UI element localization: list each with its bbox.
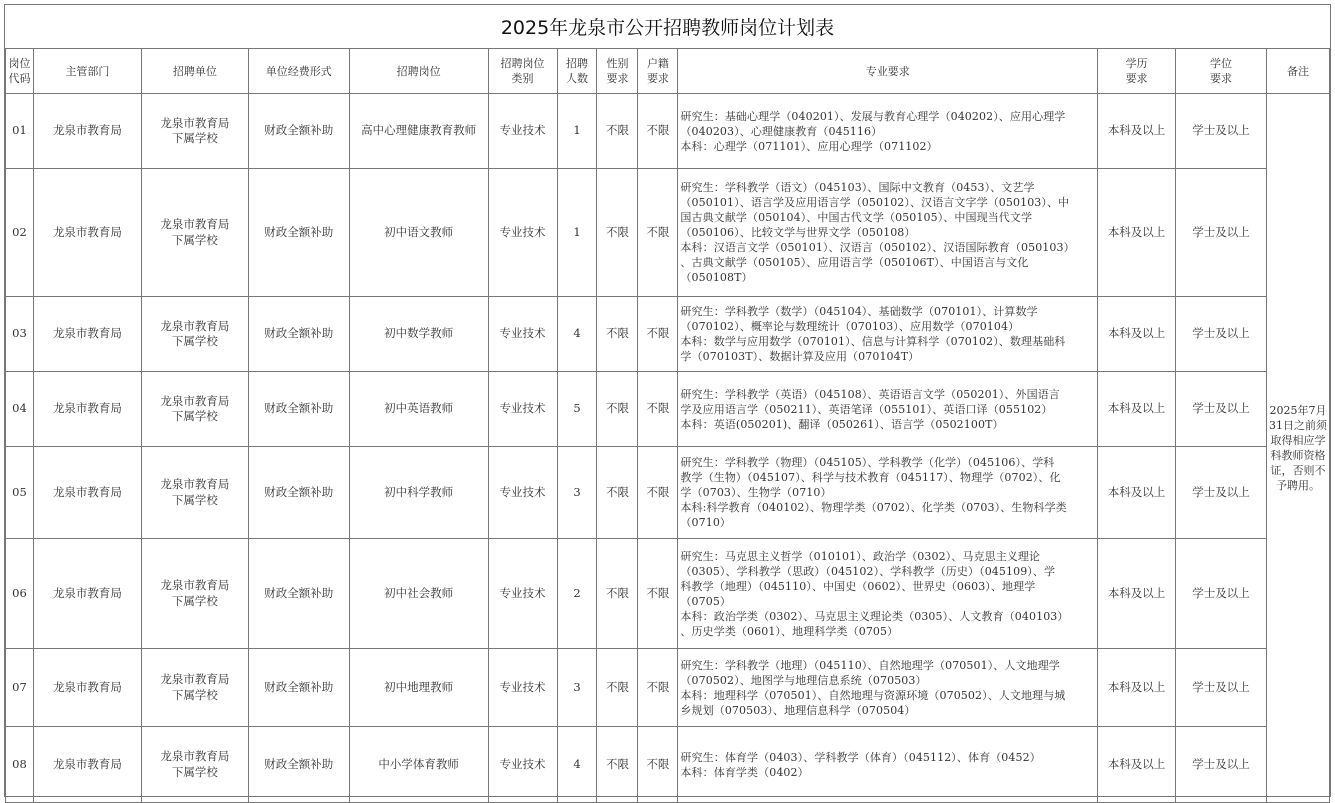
gender-requirement: 不限 <box>597 447 638 539</box>
major-requirement-line: 学（0703）、生物学（0710） <box>680 486 832 499</box>
department: 龙泉市教育局 <box>33 94 141 169</box>
major-requirement-line: （0710） <box>680 516 732 529</box>
hiring-unit-line: 龙泉市教育局 <box>160 477 230 491</box>
remarks-note-line: 科教师资格 <box>1270 449 1326 462</box>
hiring-unit <box>141 447 248 539</box>
remarks-note-line: 证，否则不 <box>1270 464 1326 477</box>
document-title: 2025年龙泉市公开招聘教师岗位计划表 <box>5 5 1330 49</box>
funding-type: 财政全额补助 <box>248 727 349 803</box>
position-category: 专业技术 <box>488 297 557 372</box>
education-requirement: 本科及以上 <box>1098 372 1176 447</box>
hiring-unit-line: 龙泉市教育局 <box>160 749 230 763</box>
hiring-count: 5 <box>557 372 597 447</box>
position-category: 专业技术 <box>488 727 557 803</box>
hukou-requirement: 不限 <box>638 727 678 803</box>
gender-requirement: 不限 <box>597 727 638 803</box>
position-code: 05 <box>6 447 34 539</box>
funding-type: 财政全额补助 <box>248 94 349 169</box>
major-requirement-line: 本科：体育学类（0402） <box>680 765 809 779</box>
header-gender: 性别 要求 <box>597 49 638 94</box>
hukou-requirement: 不限 <box>638 297 678 372</box>
position-code: 04 <box>6 372 34 447</box>
major-requirement-line: （050108T） <box>680 271 753 284</box>
major-requirement-line: 、历史学类（0601）、地理科学类（0705） <box>680 624 899 638</box>
funding-type: 财政全额补助 <box>248 649 349 727</box>
major-requirement-line: 研究生：马克思主义哲学（010101）、政治学（0302）、马克思主义理论 <box>680 549 1041 563</box>
recruitment-table <box>5 48 1330 803</box>
major-requirement-line: 本科：数学与应用数学（070101）、信息与计算科学（070102）、数理基础科 <box>680 335 1066 348</box>
major-requirement-line: （070502）、地图学与地理信息系统（070503） <box>680 673 927 687</box>
position-name: 初中地理教师 <box>349 649 488 727</box>
hiring-unit-line: 龙泉市教育局 <box>160 217 230 231</box>
hiring-unit-line: 下属学校 <box>171 492 218 507</box>
hiring-unit <box>141 297 248 372</box>
position-category: 专业技术 <box>488 539 557 649</box>
hiring-unit-line: 下属学校 <box>171 232 218 247</box>
hukou-requirement: 不限 <box>638 539 678 649</box>
education-requirement: 本科及以上 <box>1098 447 1176 539</box>
hiring-count: 2 <box>557 539 597 649</box>
major-requirement-line: 学（070103T）、数据计算及应用（070104T） <box>680 350 920 363</box>
major-requirement <box>678 727 1098 803</box>
major-requirement-line: 本科:科学教育（040102）、物理学类（0702）、化学类（0703）、生物科学类 <box>680 501 1067 514</box>
major-requirement-line: 本科：政治学类（0302）、马克思主义理论类（0305）、人文教育（040103） <box>680 609 1069 623</box>
major-requirement-line: （040203）、心理健康教育（045116） <box>680 124 883 138</box>
degree-requirement: 学士及以上 <box>1176 727 1267 803</box>
position-name: 初中语文教师 <box>349 169 488 297</box>
major-requirement-line: 本科：心理学（071101）、应用心理学（071102） <box>680 139 938 153</box>
position-code: 08 <box>6 727 34 803</box>
recruitment-plan-sheet <box>4 4 1331 797</box>
major-requirement <box>678 297 1098 372</box>
table-row <box>6 539 1330 649</box>
major-requirement-line: 教学（生物）（045107）、科学与技术教育（045117）、物理学（0702）、化 <box>680 471 1061 484</box>
header-count: 招聘 人数 <box>557 49 597 94</box>
major-requirement-line: 研究生：基础心理学（040201）、发展与教育心理学（040202）、应用心理学 <box>680 109 1066 123</box>
major-requirement-line: （070102）、概率论与数理统计（070103）、应用数学（070104） <box>680 320 1020 333</box>
header-category: 招聘岗位 类别 <box>488 49 557 94</box>
hiring-count: 1 <box>557 94 597 169</box>
hiring-unit <box>141 539 248 649</box>
hiring-unit-line: 下属学校 <box>171 334 218 348</box>
major-requirement-line: （0305）、学科教学（思政）（045102）、学科教学（历史）（045109）、学 <box>680 564 1056 578</box>
hiring-unit <box>141 169 248 297</box>
hukou-requirement: 不限 <box>638 169 678 297</box>
degree-requirement: 学士及以上 <box>1176 94 1267 169</box>
major-requirement-line: 本科：汉语言文学（050101）、汉语言（050102）、汉语国际教育（050103） <box>680 241 1075 254</box>
table-row <box>6 649 1330 727</box>
hiring-unit-line: 龙泉市教育局 <box>160 115 230 130</box>
table-row <box>6 94 1330 169</box>
header-unit: 招聘单位 <box>141 49 248 94</box>
remarks-note-line: 取得相应学 <box>1270 434 1326 447</box>
major-requirement <box>678 94 1098 169</box>
header-hukou: 户籍 要求 <box>638 49 678 94</box>
position-code: 01 <box>6 94 34 169</box>
major-requirement-line: 研究生：学科教学（数学）（045104）、基础数学（070101）、计算数学 <box>680 305 1038 318</box>
remarks-note-line: 31日之前须 <box>1268 419 1327 432</box>
major-requirement-line: 研究生：学科教学（语文）（045103）、国际中文教育（0453）、文艺学 <box>680 181 1035 194</box>
major-requirement <box>678 447 1098 539</box>
hiring-unit <box>141 372 248 447</box>
table-row <box>6 297 1330 372</box>
gender-requirement: 不限 <box>597 539 638 649</box>
department: 龙泉市教育局 <box>33 649 141 727</box>
degree-requirement: 学士及以上 <box>1176 372 1267 447</box>
major-requirement-line: 、古典文献学（050105）、应用语言学（050106T）、中国语言与文化 <box>680 256 1029 269</box>
position-code: 07 <box>6 649 34 727</box>
hiring-unit-line: 下属学校 <box>171 593 218 608</box>
degree-requirement: 学士及以上 <box>1176 169 1267 297</box>
major-requirement <box>678 649 1098 727</box>
position-name: 高中心理健康教育教师 <box>349 94 488 169</box>
hiring-unit-line: 下属学校 <box>171 687 218 702</box>
major-requirement <box>678 169 1098 297</box>
major-requirement-line: 本科：地理科学（070501）、自然地理与资源环境（070502）、人文地理与城 <box>680 688 1066 702</box>
remarks-note <box>1266 94 1329 803</box>
department: 龙泉市教育局 <box>33 539 141 649</box>
major-requirement <box>678 539 1098 649</box>
header-major: 专业要求 <box>678 49 1098 94</box>
hiring-count: 1 <box>557 169 597 297</box>
position-category: 专业技术 <box>488 447 557 539</box>
department: 龙泉市教育局 <box>33 447 141 539</box>
major-requirement-line: 学及应用语言学（050211）、英语笔译（055101）、英语口译（055102） <box>680 402 1053 416</box>
education-requirement: 本科及以上 <box>1098 649 1176 727</box>
funding-type: 财政全额补助 <box>248 539 349 649</box>
hiring-unit <box>141 727 248 803</box>
header-code: 岗位 代码 <box>6 49 34 94</box>
header-position: 招聘岗位 <box>349 49 488 94</box>
table-row <box>6 447 1330 539</box>
department: 龙泉市教育局 <box>33 169 141 297</box>
education-requirement: 本科及以上 <box>1098 539 1176 649</box>
remarks-note-line: 2025年7月 <box>1269 404 1327 417</box>
hukou-requirement: 不限 <box>638 447 678 539</box>
hukou-requirement: 不限 <box>638 94 678 169</box>
gender-requirement: 不限 <box>597 169 638 297</box>
position-code: 06 <box>6 539 34 649</box>
hiring-count: 4 <box>557 297 597 372</box>
major-requirement-line: （050101）、语言学及应用语言学（050102）、汉语言文字学（050103）、中 <box>680 196 1070 209</box>
hiring-unit-line: 龙泉市教育局 <box>160 578 230 592</box>
hukou-requirement: 不限 <box>638 372 678 447</box>
hiring-unit-line: 下属学校 <box>171 131 218 145</box>
position-category: 专业技术 <box>488 372 557 447</box>
department: 龙泉市教育局 <box>33 297 141 372</box>
major-requirement-line: 本科：英语(050201)、翻译（050261）、语言学（0502100T） <box>680 417 1004 431</box>
major-requirement-line: 研究生：学科教学（地理）（045110）、自然地理学（070501）、人文地理学 <box>680 658 1060 672</box>
hiring-unit <box>141 649 248 727</box>
major-requirement-line: （0705） <box>680 594 732 608</box>
hiring-unit-line: 龙泉市教育局 <box>160 672 230 686</box>
position-code: 03 <box>6 297 34 372</box>
hiring-count: 3 <box>557 447 597 539</box>
gender-requirement: 不限 <box>597 94 638 169</box>
hiring-count: 3 <box>557 649 597 727</box>
education-requirement: 本科及以上 <box>1098 169 1176 297</box>
degree-requirement: 学士及以上 <box>1176 649 1267 727</box>
department: 龙泉市教育局 <box>33 727 141 803</box>
hiring-unit-line: 下属学校 <box>171 764 218 779</box>
major-requirement-line: （050106）、比较文学与世界文学（050108） <box>680 226 916 239</box>
degree-requirement: 学士及以上 <box>1176 297 1267 372</box>
education-requirement: 本科及以上 <box>1098 727 1176 803</box>
hukou-requirement: 不限 <box>638 649 678 727</box>
hiring-unit-line: 下属学校 <box>171 409 218 423</box>
hiring-unit <box>141 94 248 169</box>
hiring-count: 4 <box>557 727 597 803</box>
major-requirement-line: 研究生：学科教学（物理）（045105）、学科教学（化学）（045106）、学科 <box>680 456 1055 469</box>
degree-requirement: 学士及以上 <box>1176 539 1267 649</box>
header-row <box>6 49 1330 94</box>
header-degree: 学位 要求 <box>1176 49 1267 94</box>
funding-type: 财政全额补助 <box>248 447 349 539</box>
remarks-note-line: 予聘用。 <box>1275 479 1320 492</box>
funding-type: 财政全额补助 <box>248 169 349 297</box>
major-requirement-line: 研究生：学科教学（英语）（045108）、英语语言文学（050201）、外国语言 <box>680 387 1060 401</box>
position-name: 初中数学教师 <box>349 297 488 372</box>
major-requirement-line: 科教学（地理）（045110）、中国史（0602）、世界史（0603）、地理学 <box>680 579 1036 593</box>
education-requirement: 本科及以上 <box>1098 94 1176 169</box>
position-code: 02 <box>6 169 34 297</box>
table-row <box>6 169 1330 297</box>
position-name: 初中英语教师 <box>349 372 488 447</box>
education-requirement: 本科及以上 <box>1098 297 1176 372</box>
hiring-unit-line: 龙泉市教育局 <box>160 318 230 333</box>
position-category: 专业技术 <box>488 94 557 169</box>
position-name: 中小学体育教师 <box>349 727 488 803</box>
funding-type: 财政全额补助 <box>248 372 349 447</box>
header-education: 学历 要求 <box>1098 49 1176 94</box>
major-requirement-line: 国古典文献学（050104）、中国古代文学（050105）、中国现当代文学 <box>680 211 1033 224</box>
header-department: 主管部门 <box>33 49 141 94</box>
gender-requirement: 不限 <box>597 649 638 727</box>
position-name: 初中科学教师 <box>349 447 488 539</box>
department: 龙泉市教育局 <box>33 372 141 447</box>
funding-type: 财政全额补助 <box>248 297 349 372</box>
position-name: 初中社会教师 <box>349 539 488 649</box>
major-requirement <box>678 372 1098 447</box>
major-requirement-line: 研究生：体育学（0403）、学科教学（体育）（045112）、体育（0452） <box>680 750 1041 764</box>
gender-requirement: 不限 <box>597 297 638 372</box>
position-category: 专业技术 <box>488 649 557 727</box>
hiring-unit-line: 龙泉市教育局 <box>160 393 230 408</box>
table-row <box>6 372 1330 447</box>
degree-requirement: 学士及以上 <box>1176 447 1267 539</box>
position-category: 专业技术 <box>488 169 557 297</box>
major-requirement-line: 乡规划（070503）、地理信息科学（070504） <box>680 703 916 717</box>
table-row <box>6 727 1330 803</box>
header-note: 备注 <box>1266 49 1329 94</box>
header-funding: 单位经费形式 <box>248 49 349 94</box>
gender-requirement: 不限 <box>597 372 638 447</box>
